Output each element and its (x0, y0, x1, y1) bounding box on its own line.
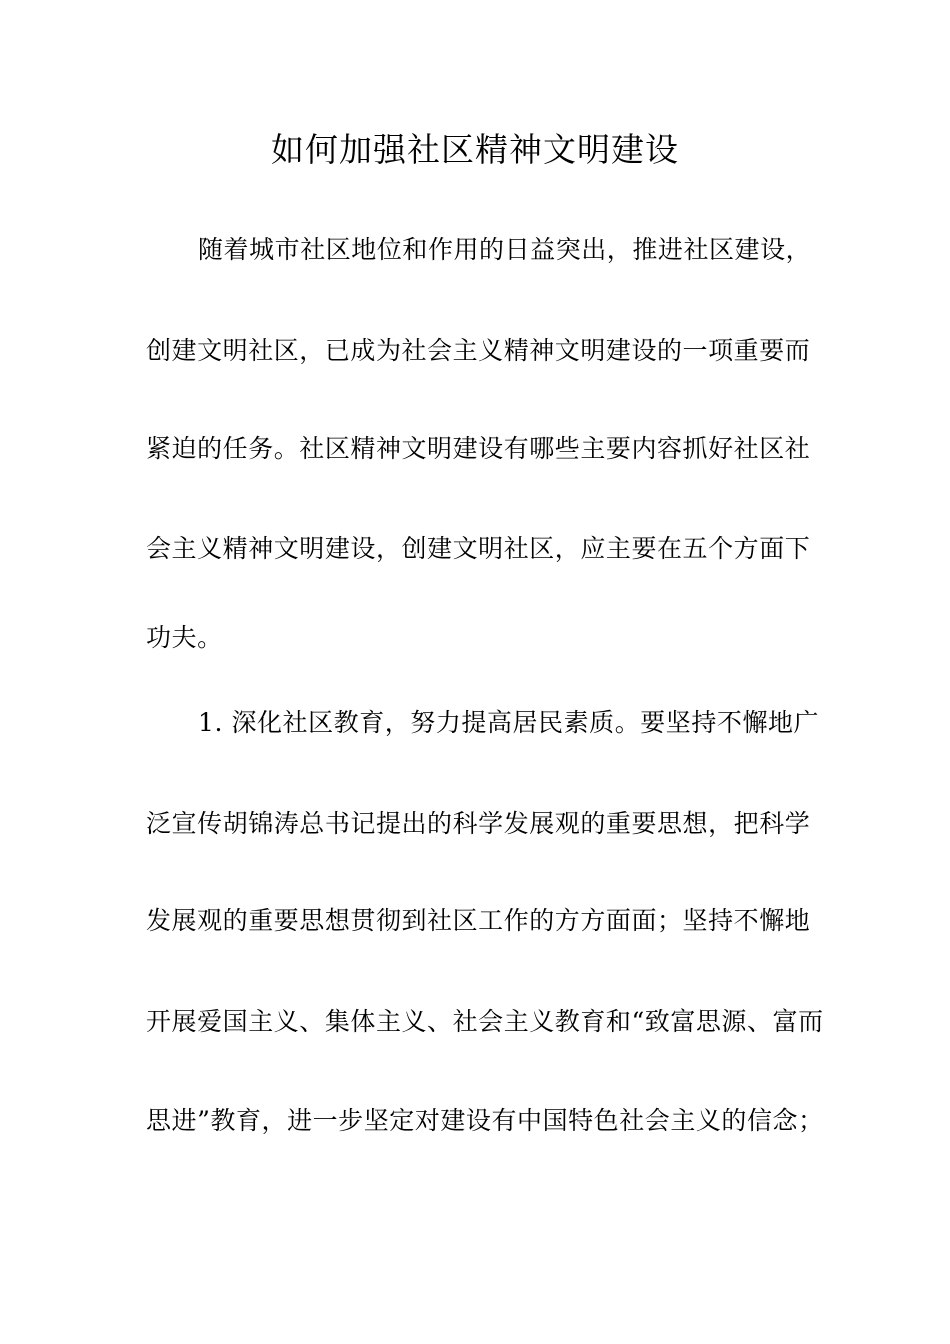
paragraph-line: 1. 深化社区教育，努力提高居民素质。要坚持不懈地广 (198, 708, 820, 737)
paragraph-line: 紧迫的任务。社区精神文明建设有哪些主要内容抓好社区社 (146, 434, 811, 463)
paragraph-line: 随着城市社区地位和作用的日益突出，推进社区建设， (198, 235, 812, 264)
document-title: 如何加强社区精神文明建设 (271, 130, 679, 169)
paragraph-line: 开展爱国主义、集体主义、社会主义教育和“致富思源、富而 (146, 1007, 824, 1036)
paragraph-line: 创建文明社区，已成为社会主义精神文明建设的一项重要而 (146, 336, 811, 365)
paragraph-line: 泛宣传胡锦涛总书记提出的科学发展观的重要思想，把科学 (146, 809, 811, 838)
paragraph-line: 发展观的重要思想贯彻到社区工作的方方面面；坚持不懈地 (146, 906, 811, 935)
paragraph-line: 思进”教育，进一步坚定对建设有中国特色社会主义的信念； (146, 1106, 824, 1135)
paragraph-line: 会主义精神文明建设，创建文明社区，应主要在五个方面下 (146, 534, 811, 563)
paragraph-line: 功夫。 (146, 623, 223, 652)
